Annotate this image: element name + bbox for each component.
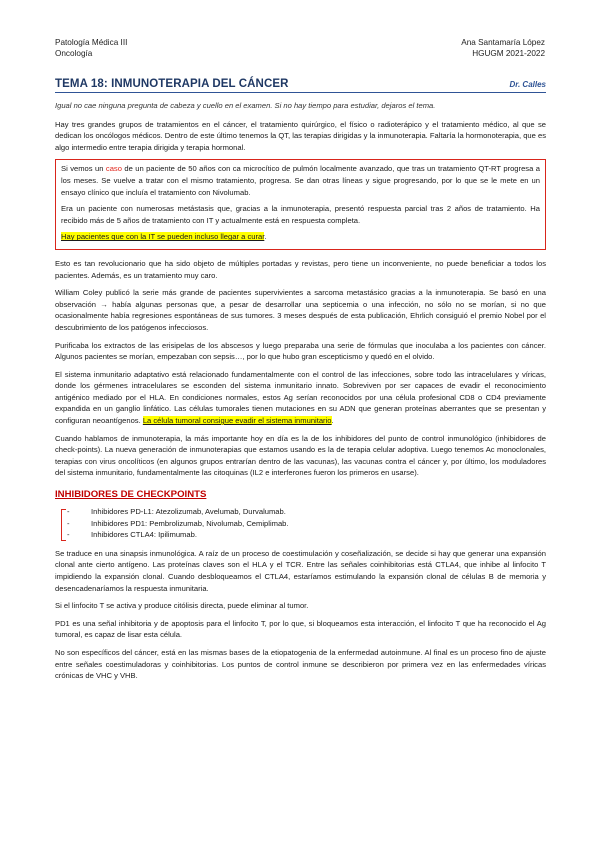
document-body — [55, 100, 546, 688]
paragraph-synapse: Se traduce en una sinapsis inmunológica. A raíz de un proceso de coestimulación y coseñalización, se decide si hay que generar una expansión clonal ante cierto antígeno. Las proteínas claves son el HLA y el TCR. Entre las señales coinhibitorias está CTLA4, que inhibe al linfocito T impidiendo la expansión clonal. Cuando desbloqueamos el CTLA4, estaríamos estimulando la expansión clonal de células B de memoria y desencadenaríamos la respuesta inmunitaria. — [55, 548, 546, 593]
case-text: Si vemos un — [61, 164, 106, 174]
paragraph-erysipelas: Purificaba los extractos de las erisipelas de los abscesos y luego preparaba una serie de fórmulas que inoculaba a los pacientes con cáncer. Algunos pacientes se morían, empezaban con sepsis…, por lo que hubo gran escepticismo y quedó en el olvido. — [55, 340, 546, 362]
header-author: Ana Santamaría López — [461, 38, 545, 47]
paragraph-autoimmune: No son específicos del cáncer, está en las mismas bases de la etiopatogenia de la enfermedad autoinmune. Al final es un proceso fino de ajuste entre señales coestimuladoras y coinhibitorias. Los puntos de control inmune se describieron por primera vez en las enfermedades víricas crónicas de VHC y VHB. — [55, 647, 546, 681]
list-item-text: Inhibidores CTLA4: Ipilimumab. — [91, 530, 197, 540]
bullet-dash: - — [67, 507, 70, 517]
intro-note: Igual no cae ninguna pregunta de cabeza y cuello en el examen. Si no hay tiempo para estudiar, dejaros el tema. — [55, 101, 436, 110]
inhibitors-list — [55, 506, 546, 541]
paragraph-lymphocyte: Si el linfocito T se activa y produce citólisis directa, puede eliminar al tumor. — [55, 601, 309, 611]
paragraph-immunotherapy-types: Cuando hablamos de inmunoterapia, la más importante hoy en día es la de los inhibidores del punto de control inmunológico (inhibidores de check-points). La nueva generación de inmunoterapias que estamos usando es la de terapia celular adoptiva. Luego tenemos Ac monoclonales, terapias con virus oncolíticos (en algunos grupos entrarían dentro de las vacunas), las vacunas contra el cáncer y, por último, los moduladores del sistema inmunitario, fundamentalmente las citoquinas (IL2 e interferones fueron los primeros en usarse). — [55, 433, 546, 478]
header-right — [461, 37, 545, 59]
evasion-highlight: La célula tumoral consigue evadir el sistema inmunitario — [142, 416, 332, 426]
page-title: TEMA 18: INMUNOTERAPIA DEL CÁNCER — [55, 78, 289, 90]
list-item-text: Inhibidores PD-L1: Atezolizumab, Avelumab, Durvalumab. — [91, 507, 286, 517]
list-item — [55, 529, 546, 541]
case-keyword: caso — [105, 164, 122, 174]
paragraph-revolution: Esto es tan revolucionario que ha sido objeto de múltiples portadas y revistas, pero tiene un inconveniente, no puede beneficiar a todos los pacientes. Además, es un tratamiento muy caro. — [55, 258, 546, 280]
header-left — [55, 37, 127, 59]
case-paragraph-2: Era un paciente con numerosas metástasis que, gracias a la inmunoterapia, presentó respuesta parcial tras 2 años de tratamiento. Ha recibido más de 5 años de tratamiento con IT y actualmente está en respuesta completa. — [61, 204, 540, 225]
teacher-name: Dr. Calles — [509, 80, 546, 89]
case-paragraph-1 — [61, 163, 540, 198]
case-text: . — [264, 232, 267, 242]
paragraph-treatment-groups: Hay tres grandes grupos de tratamientos en el cáncer, el tratamiento quirúrgico, el físico o radioterápico y el tratamiento médico, al que se dedican los oncólogos médicos. Dentro de este último tenemos la QT, las terapias dirigidas y la inmunoterapia. Faltaría la hormonoterapia, que es algo intermedio entre terapia dirigida y terapia hormonal. — [55, 119, 546, 152]
list-item-text: Inhibidores PD1: Pembrolizumab, Nivolumab, Cemiplimab. — [91, 518, 289, 528]
header-area: Oncología — [55, 49, 93, 58]
case-paragraph-3 — [61, 231, 540, 243]
title-row — [55, 78, 546, 93]
case-text: de un paciente de 50 años con ca microcítico de pulmón localmente avanzado, que tras un tratamiento QT-RT progresa a los meses. Se vuelve a tratar con el mismo tratamiento, progresa. Se dan otras líneas y sigue progresando, por lo que se le mete en un ensayo clínico que incluía el tratamiento con Nivolumab. — [61, 164, 540, 197]
header-course: HGUGM 2021-2022 — [472, 49, 545, 58]
clinical-case-box — [55, 159, 546, 250]
section-title-checkpoints: INHIBIDORES DE CHECKPOINTS — [55, 489, 207, 501]
paragraph-text: . — [331, 416, 334, 426]
header-subject: Patología Médica III — [55, 38, 128, 47]
paragraph-pd1: PD1 es una señal inhibitoria y de apoptosis para el linfocito T, por lo que, si bloqueamos esta interacción, el linfocito T que ha reconocido el Ag tumoral, es capaz de lisar esta célula. — [55, 618, 546, 640]
bullet-dash: - — [67, 518, 70, 528]
case-highlight: Hay pacientes que con la IT se pueden incluso llegar a curar — [61, 232, 265, 242]
bullet-dash: - — [67, 530, 70, 540]
list-item — [55, 518, 546, 530]
list-item — [55, 506, 546, 518]
paragraph-text: El sistema inmunitario adaptativo está relacionado fundamentalmente con el control de las infecciones, sobre todo las intracelulares y víricas, donde los gérmenes intracelulares se esconden del sistema inmunitario innato. Sobreviven por ser capaces de evadir el reconocimiento antigénico mediado por el HLA. En condiciones normales, estos Ag serían reconocidos por una célula profesional CD8 o CD4 previamente expandida en un ganglio linfático. Las células tumorales tienen mutaciones en su ADN que generan proteínas aberrantes que se presentan y configuran neoantígenos. — [55, 369, 546, 426]
paragraph-adaptive-immunity — [55, 369, 546, 427]
paragraph-coley: William Coley publicó la serie más grande de pacientes supervivientes a sarcoma metastásico gracias a la inmunoterapia. Se basó en una observación → había algunas personas que, a pesar de desarrollar una septicemia o una infección, no sólo no se morían, si no que ocasionalmente había regresiones espontáneas de sus tumores. 3 meses después de esta publicación, Ehrlich consiguió el premio Nobel por el descubrimiento de los patógenos infecciosos. — [55, 288, 546, 332]
